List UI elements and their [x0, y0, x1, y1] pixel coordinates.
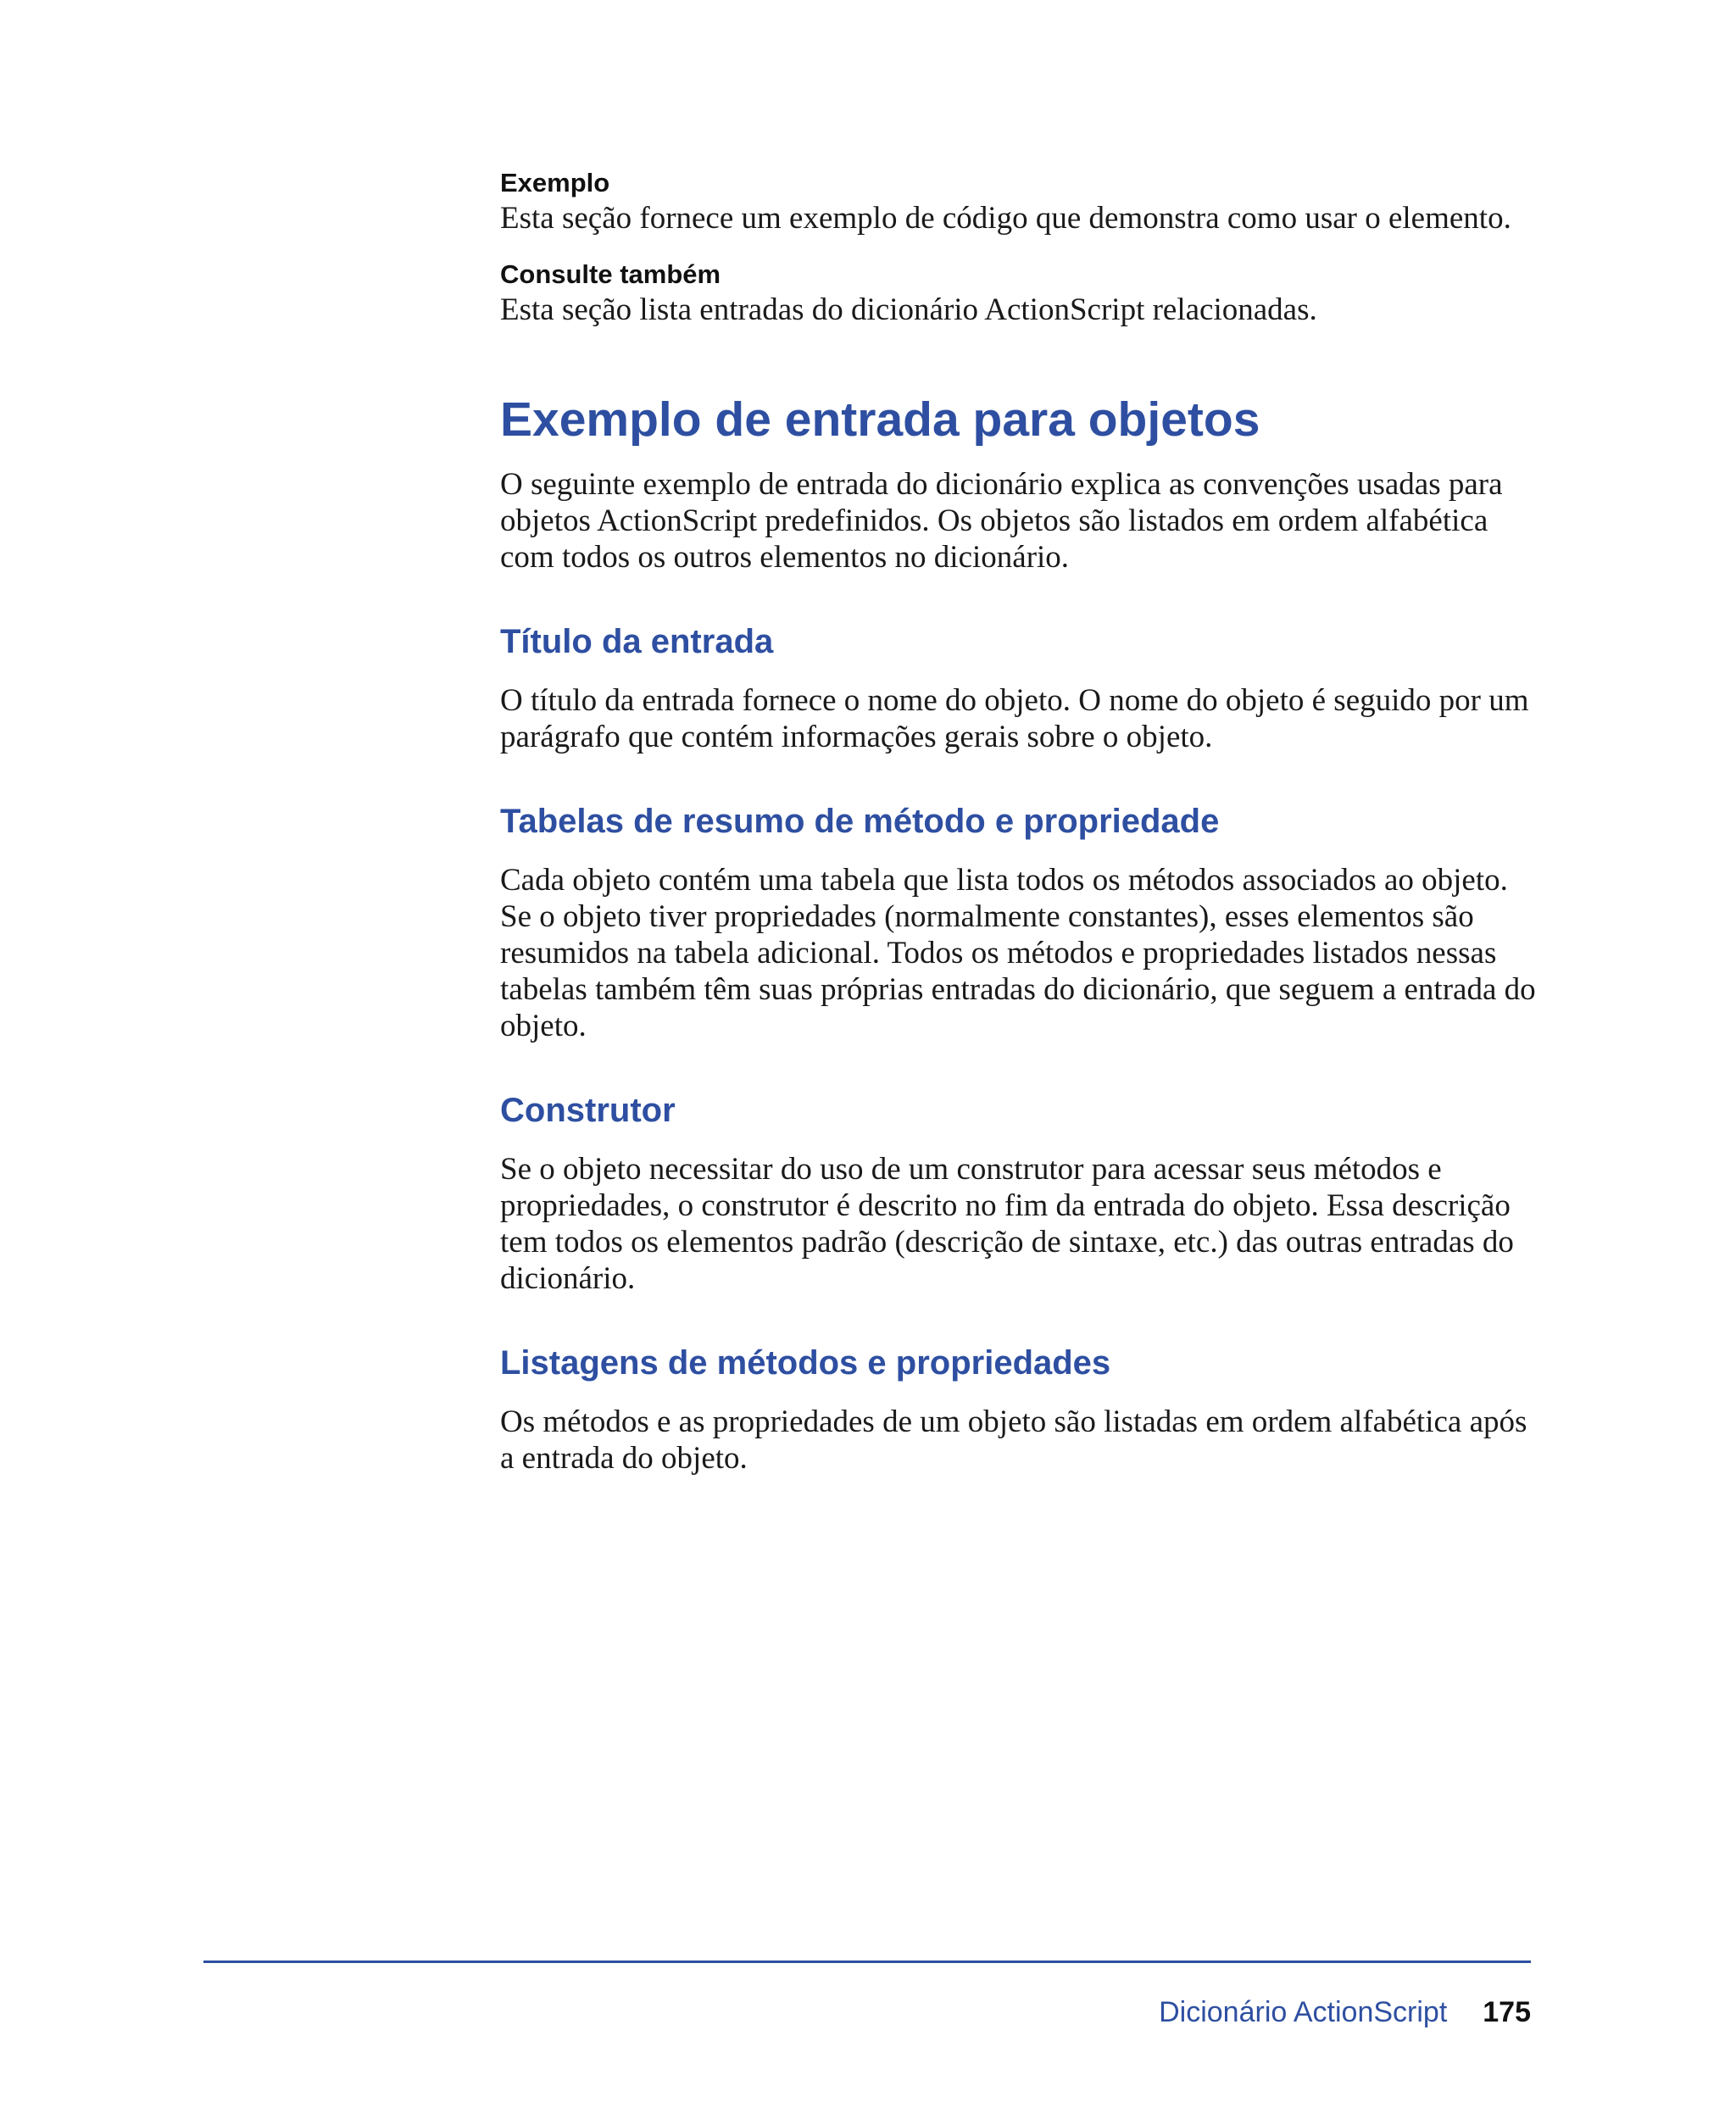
subsection-heading-titulo: Título da entrada — [500, 623, 774, 660]
section-label-exemplo: Exemplo — [500, 168, 610, 197]
page-content — [500, 166, 1543, 1477]
page-number: 175 — [1483, 1996, 1531, 2028]
subsection-text-titulo: O título da entrada fornece o nome do objeto. O nome do objeto é seguido por um parágrafo que contém informações gerais sobre o objeto. — [500, 683, 1529, 754]
subsection-text-tabelas: Cada objeto contém uma tabela que lista todos os métodos associados ao objeto. Se o objeto tiver propriedades (normalmente constantes), esses elementos são resumidos na tabela adicional. Todos os métodos e propriedades listados nessas tabelas também têm suas próprias entradas do dicionário, que seguem a entrada do objeto. — [500, 863, 1536, 1043]
subsection-text-construtor: Se o objeto necessitar do uso de um construtor para acessar seus métodos e propriedades, o construtor é descrito no fim da entrada do objeto. Essa descrição tem todos os elementos padrão (descrição de sintaxe, etc.) das outras entradas do dicionário. — [500, 1152, 1514, 1296]
section-text-consulte-tambem: Esta seção lista entradas do dicionário ActionScript relacionadas. — [500, 292, 1317, 327]
subsection-heading-tabelas: Tabelas de resumo de método e propriedade — [500, 803, 1220, 840]
footer-title: Dicionário ActionScript — [1159, 1996, 1448, 2028]
footer-divider — [203, 1960, 1531, 1963]
section-label-consulte-tambem: Consulte também — [500, 259, 721, 289]
section-text-exemplo: Esta seção fornece um exemplo de código que demonstra como usar o elemento. — [500, 201, 1511, 236]
main-intro: O seguinte exemplo de entrada do dicionário explica as convenções usadas para objetos ActionScript predefinidos. Os objetos são listados em ordem alfabética com todos os outros elementos no dicionário. — [500, 467, 1503, 575]
page-footer — [1159, 1994, 1531, 2031]
main-heading: Exemplo de entrada para objetos — [500, 392, 1260, 447]
subsection-heading-listagens: Listagens de métodos e propriedades — [500, 1344, 1111, 1382]
subsection-text-listagens: Os métodos e as propriedades de um objeto são listadas em ordem alfabética após a entrada do objeto. — [500, 1404, 1527, 1476]
subsection-heading-construtor: Construtor — [500, 1092, 676, 1129]
